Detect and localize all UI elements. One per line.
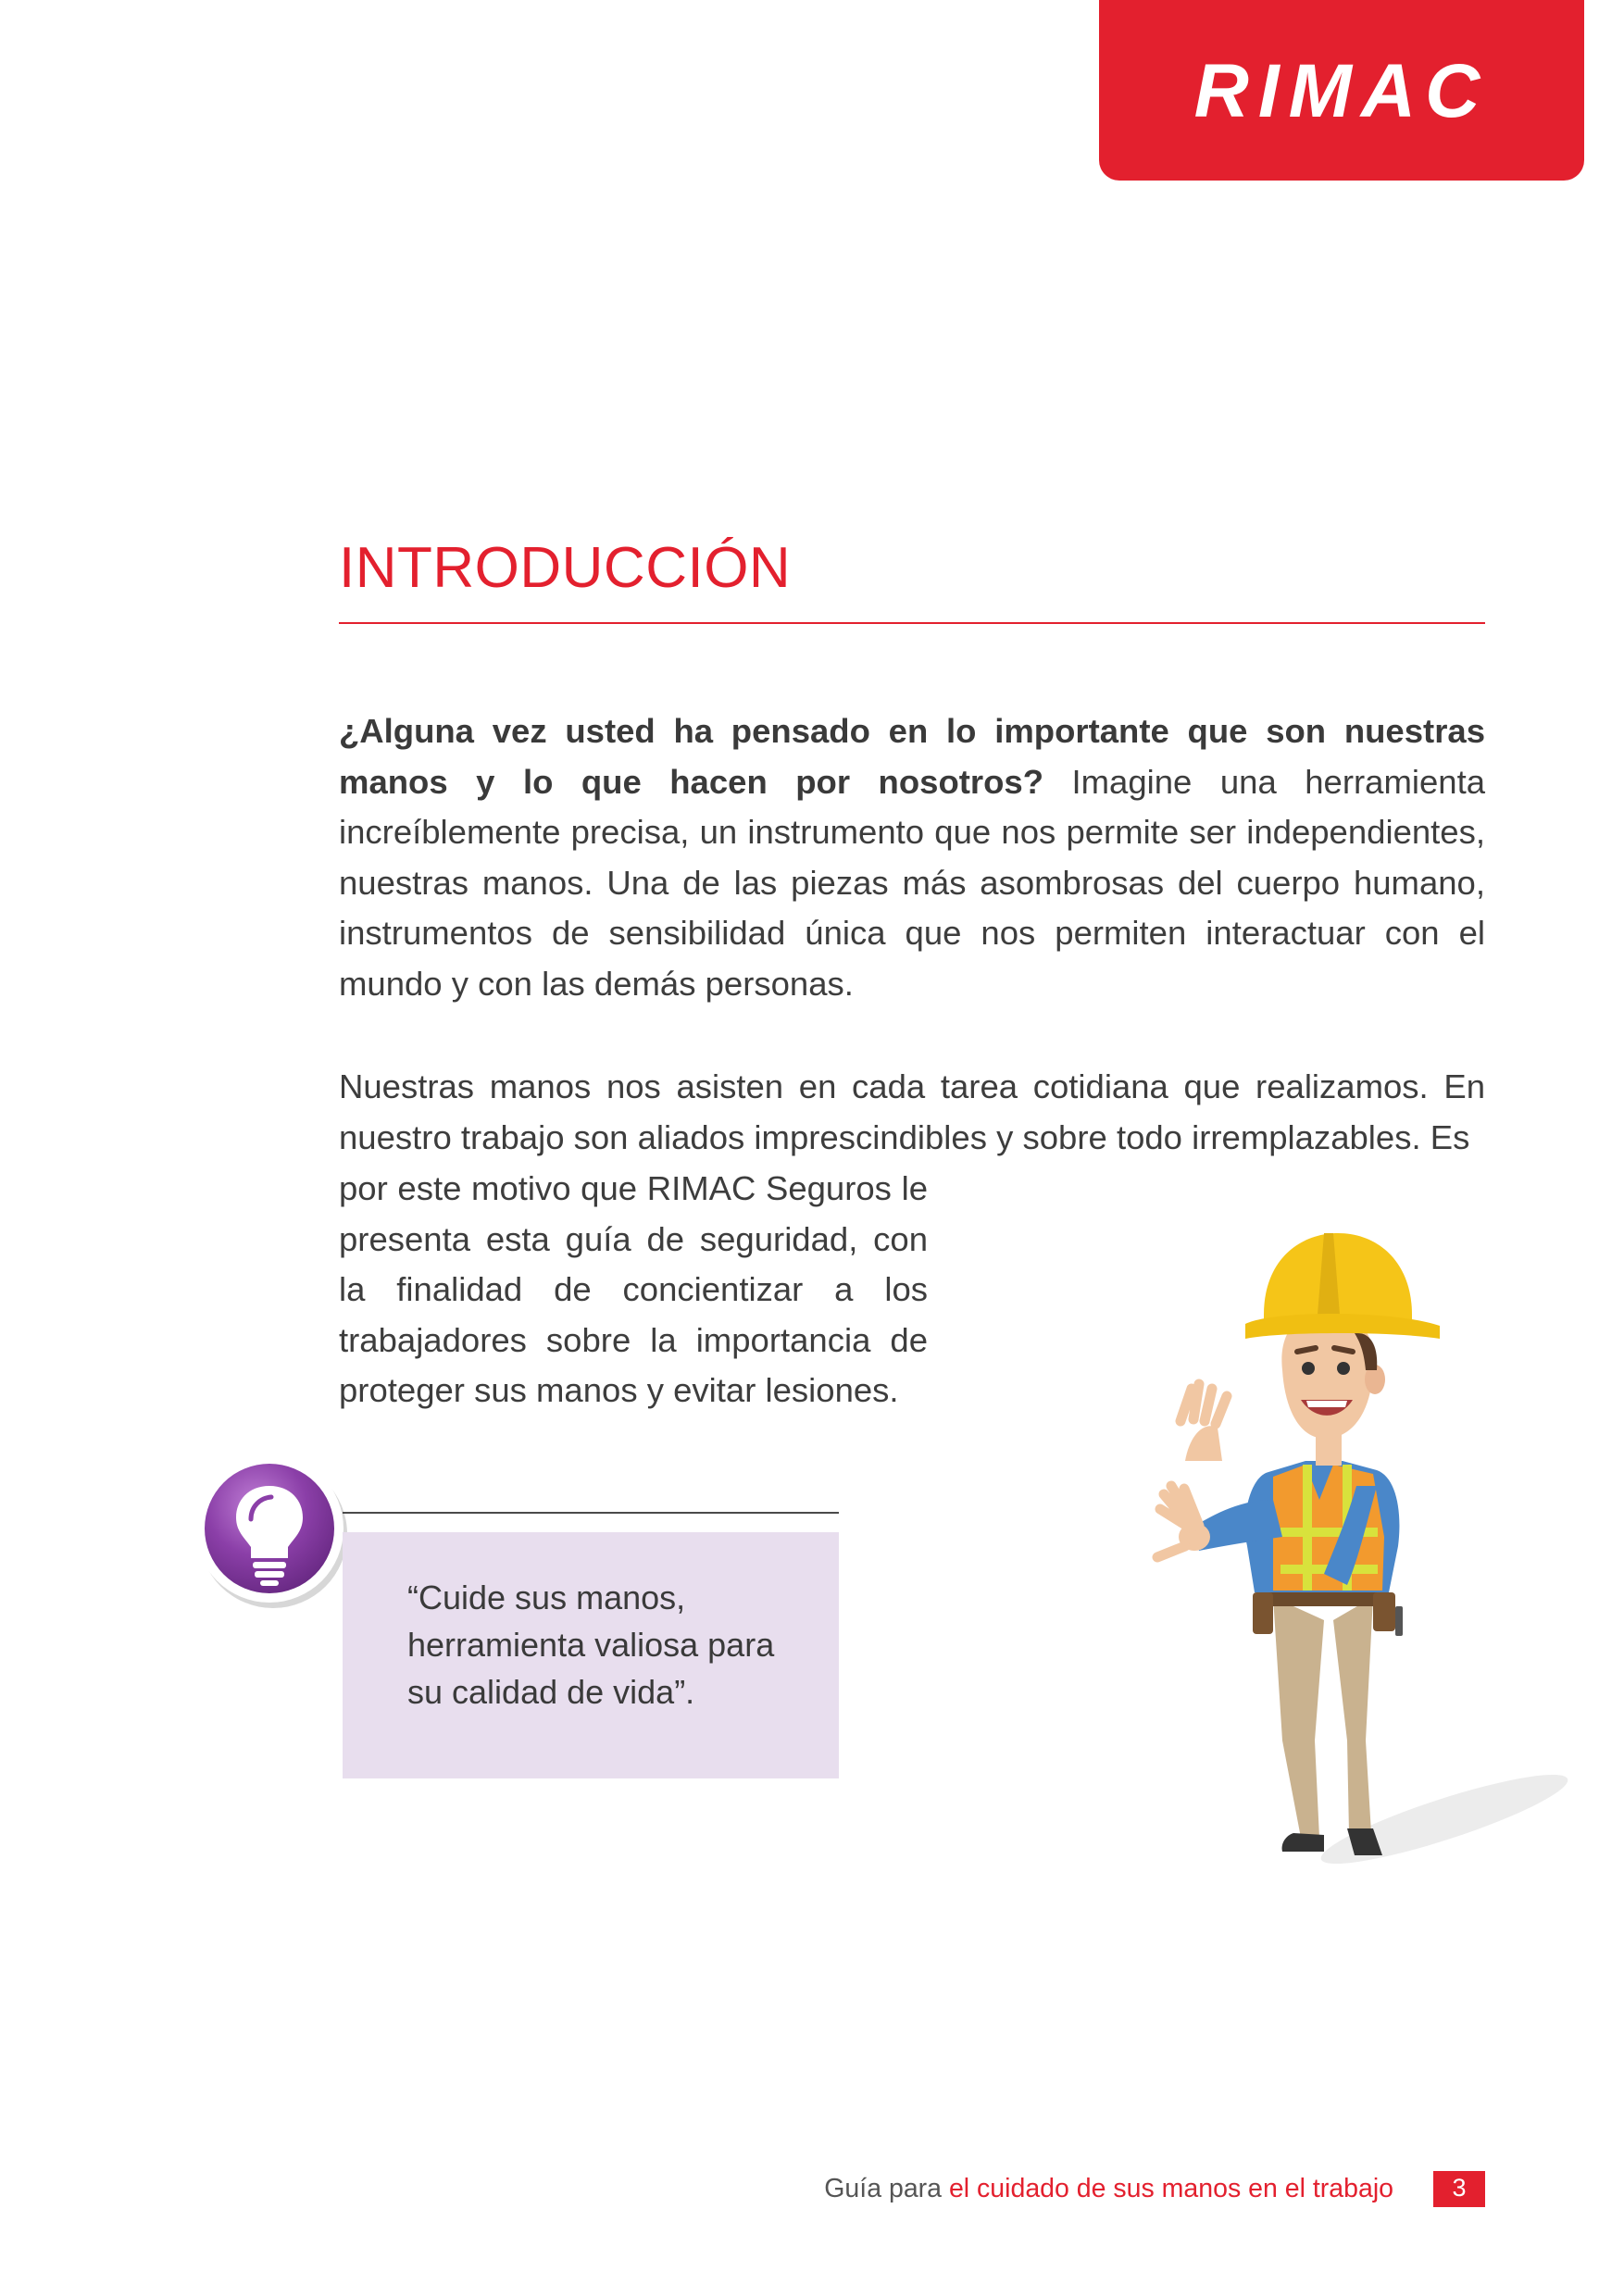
intro-paragraph-1-text: Imagine una herramienta increíblemente precisa, un instrumento que nos permite ser independientes, nuestras manos. Una de las piezas más asombrosas del cuerpo humano, instrumentos de sensibilidad única que nos permiten interactuar con el mundo y con las demás personas. xyxy=(339,762,1486,1003)
brand-logo-text: RIMAC xyxy=(1193,49,1490,133)
brand-logo xyxy=(1099,0,1584,181)
intro-paragraph-1 xyxy=(339,706,1485,1009)
callout-quote: “Cuide sus manos, herramienta valiosa para su calidad de vida”. xyxy=(407,1578,775,1711)
callout-divider xyxy=(343,1512,839,1514)
intro-paragraph-2: Nuestras manos nos asisten en cada tarea cotidiana que realizamos. En nuestro trabajo son aliados imprescindibles y sobre todo irremplazables. Es xyxy=(339,1067,1485,1156)
title-divider xyxy=(339,622,1485,624)
section-title: INTRODUCCIÓN xyxy=(339,536,792,600)
construction-worker-illustration xyxy=(1134,1222,1569,1879)
footer-guide-title xyxy=(824,2174,1393,2204)
page-number: 3 xyxy=(1433,2171,1485,2207)
footer-highlight: el cuidado de sus manos en el trabajo xyxy=(948,2174,1393,2203)
intro-lead-question: ¿Alguna vez usted ha pensado en lo importante que son nuestras manos y lo que hacen por nosotros? xyxy=(339,712,1485,801)
footer-prefix: Guía para xyxy=(824,2174,949,2203)
intro-paragraph-3: por este motivo que RIMAC Seguros le presenta esta guía de seguridad, con la finalidad de concientizar a los trabajadores sobre la importancia de proteger sus manos y evitar lesiones. xyxy=(339,1169,928,1409)
lightbulb-icon xyxy=(190,1449,352,1611)
callout-box xyxy=(343,1532,839,1778)
